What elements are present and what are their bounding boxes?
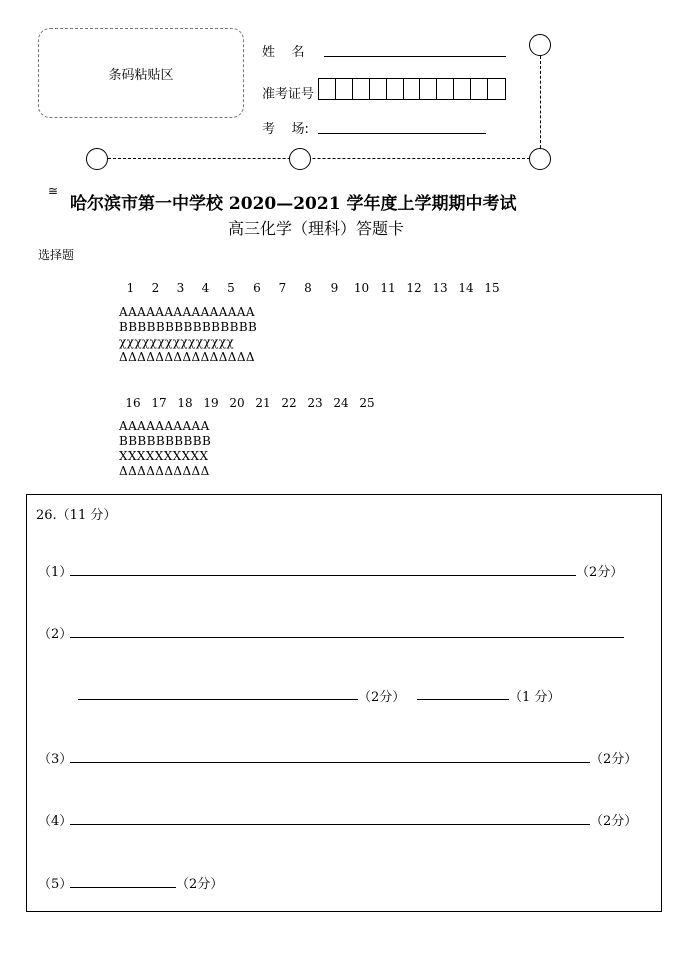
q26-part1-score: （2分） [576, 565, 624, 580]
q26-part3-answer-line[interactable] [70, 762, 590, 763]
question-number: 25 [359, 396, 375, 410]
question-number: 15 [484, 281, 500, 295]
option-row-c[interactable]: χχχχχχχχχχχχχχχ [119, 335, 235, 349]
question-number: 8 [304, 281, 312, 295]
choice-numbers-group1 [118, 281, 505, 295]
question-number: 21 [255, 396, 271, 410]
option-row-d[interactable]: ΔΔΔΔΔΔΔΔΔΔΔΔΔΔΔ [119, 350, 255, 364]
exam-id-label: 准考证号 [262, 87, 315, 102]
question-number: 10 [353, 281, 370, 295]
question-number: 5 [227, 281, 235, 295]
fold-line-vertical [540, 56, 541, 158]
page-title: 哈尔滨市第一中学校 2020—2021 学年度上学期期中考试 [70, 194, 517, 214]
q26-part3-label: （3） [38, 752, 73, 767]
question-number: 11 [380, 281, 396, 295]
question-number: 16 [125, 396, 141, 410]
choice-numbers-group2 [120, 396, 380, 410]
option-row-b[interactable]: BBBBBBBBBB [119, 434, 212, 448]
barcode-label: 条码粘贴区 [108, 67, 174, 83]
question-number: 7 [278, 281, 287, 295]
question-number: 1 [126, 281, 135, 295]
question-number: 6 [253, 281, 261, 295]
q26-answer-box [26, 494, 662, 912]
option-row-b[interactable]: BBBBBBBBBBBBBBB [119, 320, 258, 334]
question-number: 2 [151, 281, 160, 295]
question-number: 3 [176, 281, 185, 295]
choice-options-group1 [119, 305, 257, 365]
circle-mark [529, 148, 551, 170]
option-row-c[interactable]: XXXXXXXXXX [119, 449, 209, 463]
question-number: 12 [406, 281, 422, 295]
q26-part5-answer-line[interactable] [70, 887, 176, 888]
barcode-area [38, 28, 244, 118]
choice-section-label: 选择题 [38, 248, 75, 262]
fold-line-horizontal [108, 158, 530, 159]
q26-part3-score: （2分） [590, 752, 638, 767]
q26-part2-label: （2） [38, 627, 73, 642]
q26-part1-answer-line[interactable] [70, 575, 576, 576]
exam-id-boxes[interactable] [318, 78, 506, 100]
question-number: 18 [177, 396, 193, 410]
question-number: 9 [330, 281, 339, 295]
circle-mark [529, 34, 551, 56]
q26-part2c-score: （1 分） [509, 690, 561, 705]
q26-part2-answer-line[interactable] [70, 637, 624, 638]
q26-part4-label: （4） [38, 814, 73, 829]
circle-mark [289, 148, 311, 170]
circle-mark [86, 148, 108, 170]
q26-part5-label: （5） [38, 877, 73, 892]
name-label: 姓 名 [262, 45, 305, 60]
room-label: 考 场: [262, 122, 309, 137]
question-number: 20 [229, 396, 245, 410]
question-number: 23 [307, 396, 323, 410]
q26-part2c-answer-line[interactable] [417, 699, 509, 700]
choice-options-group2 [119, 419, 211, 479]
question-number: 4 [201, 281, 210, 295]
corner-mark: ≅ [48, 184, 59, 198]
q26-part2b-answer-line[interactable] [78, 699, 358, 700]
option-row-a[interactable]: AAAAAAAAAA [119, 419, 210, 433]
q26-part2b-score: （2分） [358, 690, 406, 705]
option-row-d[interactable]: ΔΔΔΔΔΔΔΔΔΔ [119, 464, 210, 478]
q26-part5-score: （2分） [176, 877, 224, 892]
page-subtitle: 高三化学（理科）答题卡 [228, 219, 405, 238]
question-number: 19 [203, 396, 219, 410]
question-number: 13 [432, 281, 448, 295]
q26-heading: 26.（11 分） [36, 508, 117, 523]
room-field[interactable] [318, 119, 486, 134]
option-row-a[interactable]: AAAAAAAAAAAAAAA [119, 305, 255, 319]
question-number: 24 [333, 396, 349, 410]
question-number: 14 [458, 281, 474, 295]
question-number: 17 [151, 396, 167, 410]
question-number: 22 [281, 396, 297, 410]
q26-part4-answer-line[interactable] [70, 824, 590, 825]
q26-part4-score: （2分） [590, 814, 638, 829]
q26-part1-label: （1） [38, 565, 73, 580]
name-field[interactable] [324, 42, 506, 57]
